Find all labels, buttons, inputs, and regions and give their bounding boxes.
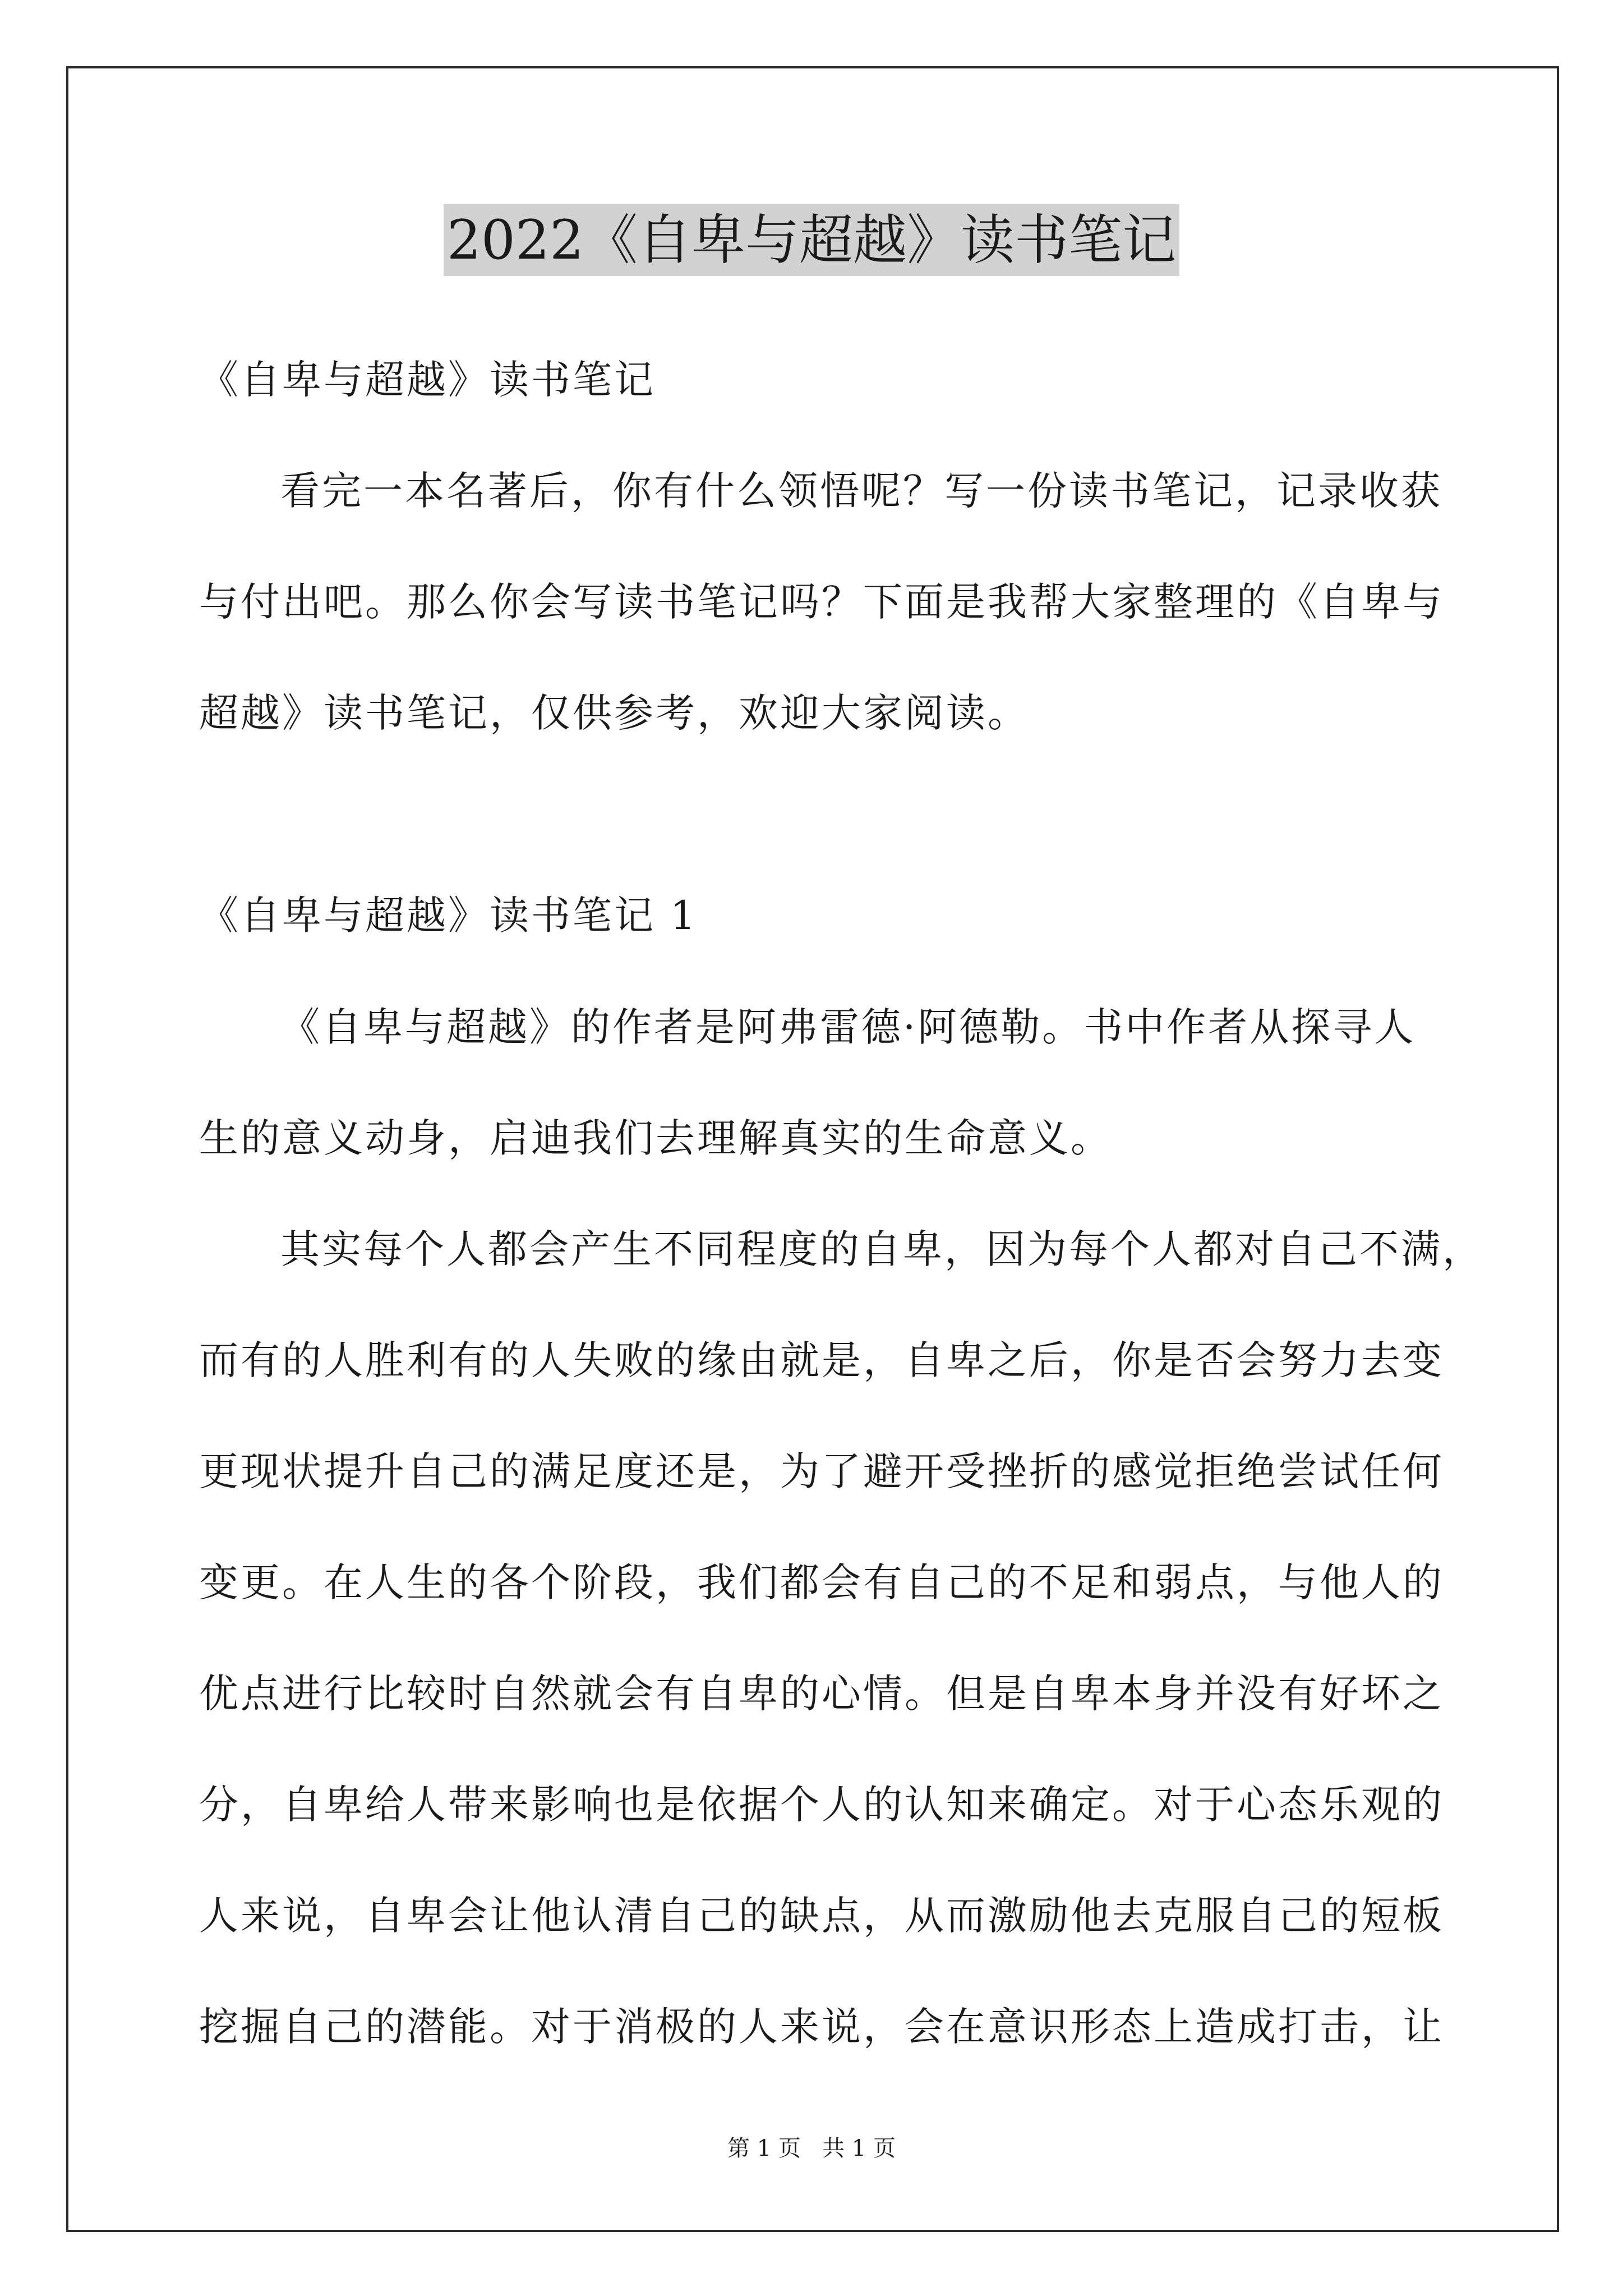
intro-line-2: 与付出吧。那么你会写读书笔记吗？下面是我帮大家整理的《自卑与 bbox=[199, 579, 1444, 625]
page-footer: 第 1 页 共 1 页 bbox=[727, 2136, 896, 2161]
section-heading: 《自卑与超越》读书笔记 1 bbox=[199, 892, 698, 938]
para2-line-8: 挖掘自己的潜能。对于消极的人来说，会在意识形态上造成打击，让 bbox=[199, 2004, 1444, 2050]
para2-line-4: 变更。在人生的各个阶段，我们都会有自己的不足和弱点，与他人的 bbox=[199, 1559, 1444, 1605]
intro-line-1: 看完一本名著后，你有什么领悟呢？写一份读书笔记，记录收获 bbox=[280, 468, 1442, 514]
para2-line-1: 其实每个人都会产生不同程度的自卑，因为每个人都对自己不满， bbox=[280, 1226, 1484, 1272]
para1-line-1: 《自卑与超越》的作者是阿弗雷德·阿德勒。书中作者从探寻人 bbox=[280, 1004, 1416, 1050]
para1-line-2: 生的意义动身，启迪我们去理解真实的生命意义。 bbox=[199, 1115, 1112, 1161]
para2-line-3: 更现状提升自己的满足度还是，为了避开受挫折的感觉拒绝尝试任何 bbox=[199, 1448, 1444, 1494]
para2-line-2: 而有的人胜利有的人失败的缘由就是，自卑之后，你是否会努力去变 bbox=[199, 1337, 1444, 1383]
document-subtitle: 《自卑与超越》读书笔记 bbox=[199, 357, 656, 403]
para2-line-5: 优点进行比较时自然就会有自卑的心情。但是自卑本身并没有好坏之 bbox=[199, 1671, 1444, 1717]
intro-line-3: 超越》读书笔记，仅供参考，欢迎大家阅读。 bbox=[199, 690, 1029, 736]
para2-line-6: 分，自卑给人带来影响也是依据个人的认知来确定。对于心态乐观的 bbox=[199, 1782, 1444, 1828]
document-title: 2022《自卑与超越》读书笔记 bbox=[444, 204, 1179, 276]
para2-line-7: 人来说，自卑会让他认清自己的缺点，从而激励他去克服自己的短板 bbox=[199, 1893, 1444, 1939]
title-container bbox=[0, 204, 1623, 276]
